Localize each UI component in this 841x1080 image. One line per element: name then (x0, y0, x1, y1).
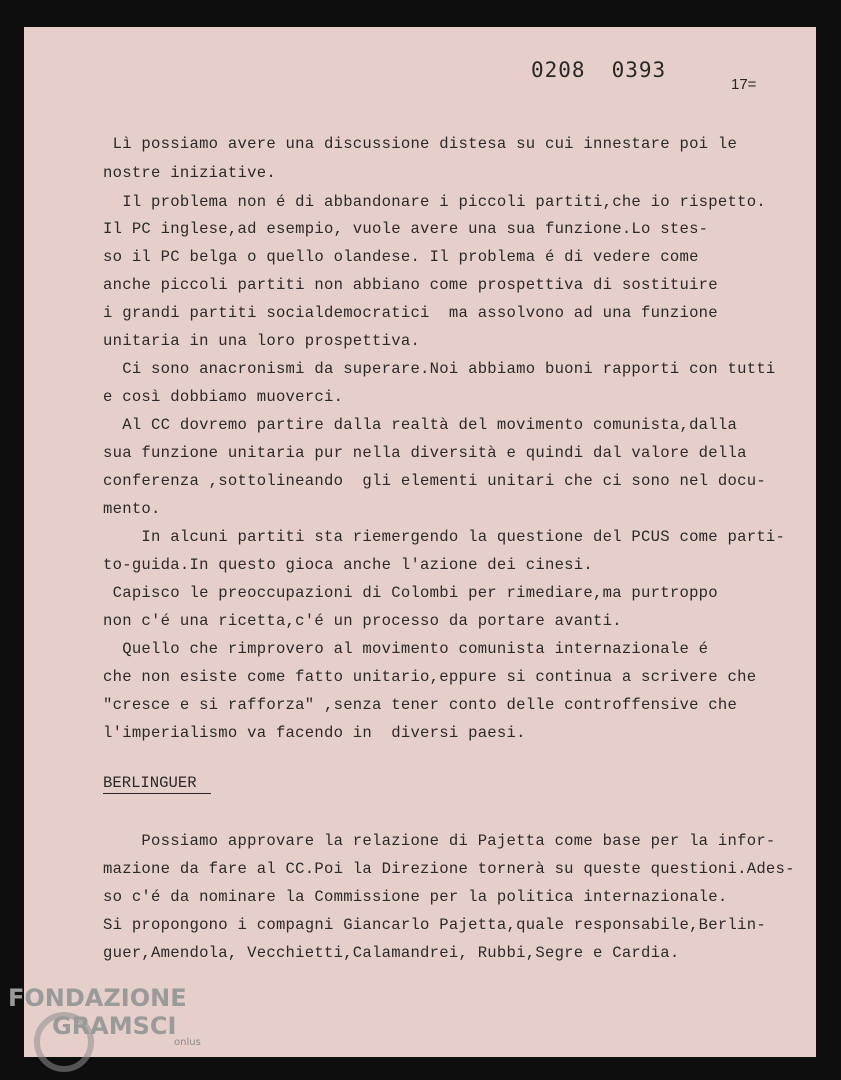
text-line: Il PC inglese,ad esempio, vuole avere una sua funzione.Lo stes- (103, 220, 709, 238)
text-line: nostre iniziative. (103, 164, 276, 182)
archive-number (531, 58, 692, 82)
text-line: i grandi partiti socialdemocratici ma assolvono ad una funzione (103, 304, 718, 322)
text-line: conferenza ,sottolineando gli elementi unitari che ci sono nel docu- (103, 472, 766, 490)
text-line: Lì possiamo avere una discussione distesa su cui innestare poi le (103, 135, 738, 153)
text-line: so il PC belga o quello olandese. Il problema é di vedere come (103, 248, 699, 266)
text-line: e così dobbiamo muoverci. (103, 388, 344, 406)
watermark-line: GRAMSCI (52, 1012, 177, 1040)
text-line: mazione da fare al CC.Poi la Direzione tornerà su queste questioni.Ades- (103, 860, 795, 878)
text-line: Possiamo approvare la relazione di Pajetta come base per la infor- (103, 832, 776, 850)
text-line: "cresce e si rafforza" ,senza tener conto delle controffensive che (103, 696, 738, 714)
watermark-line: FONDAZIONE (8, 984, 187, 1012)
text-line: so c'é da nominare la Commissione per la politica internazionale. (103, 888, 728, 906)
text-line: Il problema non é di abbandonare i piccoli partiti,che io rispetto. (103, 193, 766, 211)
text-line: to-guida.In questo gioca anche l'azione dei cinesi. (103, 556, 593, 574)
text-line: non c'é una ricetta,c'é un processo da portare avanti. (103, 612, 622, 630)
text-line: mento. (103, 500, 161, 518)
text-line: unitaria in una loro prospettiva. (103, 332, 421, 350)
text-line: anche piccoli partiti non abbiano come prospettiva di sostituire (103, 276, 718, 294)
text-line: guer,Amendola, Vecchietti,Calamandrei, Rubbi,Segre e Cardia. (103, 944, 680, 962)
text-line: Si propongono i compagni Giancarlo Pajetta,quale responsabile,Berlin- (103, 916, 766, 934)
archive-number-part: 0393 (611, 58, 667, 82)
text-line: che non esiste come fatto unitario,eppure si continua a scrivere che (103, 668, 757, 686)
text-line: l'imperialismo va facendo in diversi paesi. (103, 724, 526, 742)
text-line: Al CC dovremo partire dalla realtà del movimento comunista,dalla (103, 416, 738, 434)
watermark-line: onlus (174, 1037, 201, 1048)
text-line: In alcuni partiti sta riemergendo la questione del PCUS come parti- (103, 528, 786, 546)
text-line: Ci sono anacronismi da superare.Noi abbiamo buoni rapporti con tutti (103, 360, 776, 378)
archive-number-part: 0208 (531, 58, 586, 82)
watermark (8, 986, 201, 1048)
speaker-heading: BERLINGUER (103, 774, 211, 794)
text-line: Capisco le preoccupazioni di Colombi per rimediare,ma purtroppo (103, 584, 718, 602)
page-number: 17= (731, 76, 757, 93)
text-line: Quello che rimprovero al movimento comunista internazionale é (103, 640, 709, 658)
text-line: sua funzione unitaria pur nella diversità e quindi dal valore della (103, 444, 747, 462)
